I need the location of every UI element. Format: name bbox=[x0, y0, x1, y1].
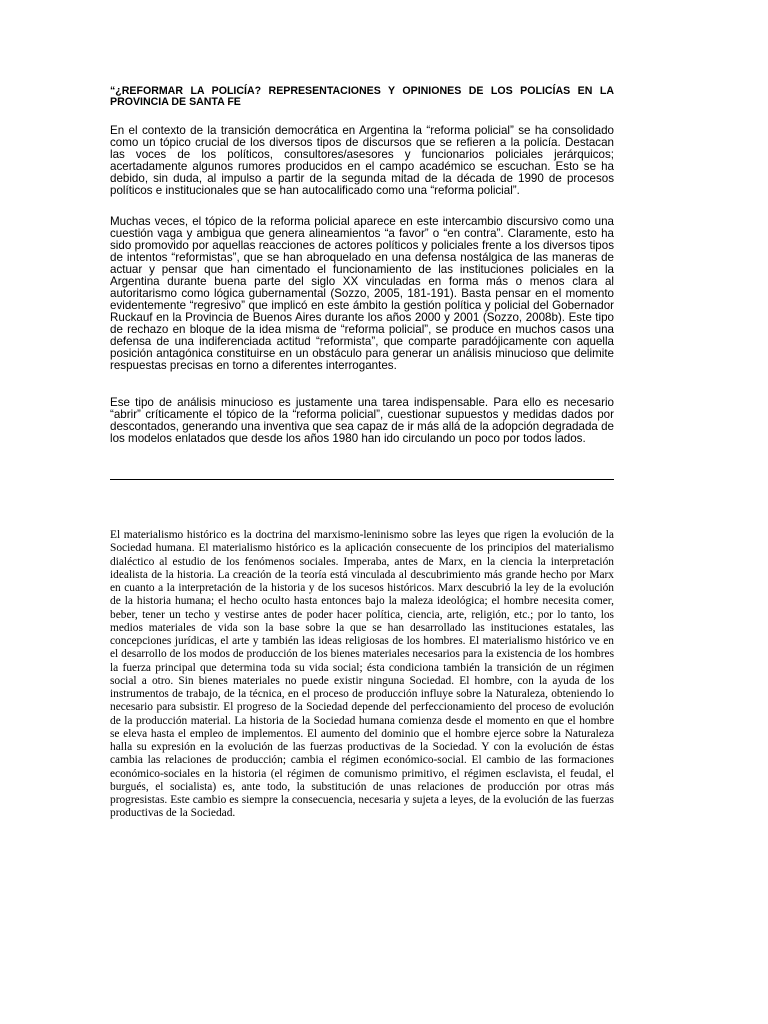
document-title: “¿REFORMAR LA POLICÍA? REPRESENTACIONES Y OPINIONES DE LOS POLICÍAS EN LA PROVINCIA DE SANTA FE bbox=[110, 85, 614, 108]
materialism-paragraph: El materialismo histórico es la doctrina del marxismo-leninismo sobre las leyes que rigen la evolución de la Sociedad humana. El materialismo histórico es la aplicación consecuente de los principios del materialismo dialéctico al estudio de los fenómenos sociales. Imperaba, antes de Marx, en la ciencia la interpretación idealista de la historia. La creación de la teoría está vinculada al descubrimiento más grande hecho por Marx en cuanto a la interpretación de la historia y de los sucesos históricos. Marx descubrió la ley de la evolución de la historia humana; el hecho oculto hasta entonces bajo la maleza ideológica; el hombre necesita comer, beber, tener un techo y vestirse antes de poder hacer política, ciencia, arte, religión, etc.; por lo tanto, los medios materiales de vida son la base sobre la que se han desarrollado las instituciones estatales, las concepciones jurídicas, el arte y también las ideas religiosas de los hombres. El materialismo histórico ve en el desarrollo de los modos de producción de los bienes materiales necesarios para la existencia de los hombres la fuerza principal que determina toda su vida social; ésta condiciona también la transición de un régimen social a otro. Sin bienes materiales no puede existir ninguna Sociedad. El hombre, con la ayuda de los instrumentos de trabajo, de la técnica, en el proceso de producción influye sobre la Naturaleza, obteniendo lo necesario para subsistir. El progreso de la Sociedad depende del perfeccionamiento del proceso de evolución de la producción material. La historia de la Sociedad humana comienza desde el momento en que el hombre se eleva hasta el empleo de implementos. El aumento del dominio que el hombre ejerce sobre la Naturaleza halla su expresión en la evolución de las fuerzas productivas de la Sociedad. Y con la evolución de éstas cambia las relaciones de producción; cambia el régimen económico-social. El cambio de las formaciones económico-sociales en la historia (el régimen de comunismo primitivo, el régimen esclavista, el feudal, el burgués, el socialista) es, ante todo, la substitución de unas relaciones de producción por otras más progresistas. Este cambio es siempre la consecuencia, necesaria y sujeta a leyes, de la evolución de las fuerzas productivas de la Sociedad. bbox=[110, 529, 614, 820]
paragraph-2: Muchas veces, el tópico de la reforma policial aparece en este intercambio discursivo como una cuestión vaga y ambigua que genera alineamientos “a favor” o “en contra”. Claramente, esto ha sido promovido por aquellas reacciones de actores políticos y policiales frente a los diversos tipos de intentos “reformistas”, que se han abroquelado en una defensa nostálgica de las maneras de actuar y pensar que han cimentado el funcionamiento de las instituciones policiales en la Argentina durante buena parte del siglo XX vinculadas en forma más o menos clara al autoritarismo como lógica gubernamental (Sozzo, 2005, 181-191). Basta pensar en el momento evidentemente “regresivo” que implicó en este ámbito la gestión política y policial del Gobernador Ruckauf en la Provincia de Buenos Aires durante los años 2000 y 2001 (Sozzo, 2008b). Este tipo de rechazo en bloque de la idea misma de “reforma policial”, se produce en muchos casos una defensa de una indiferenciada actitud “reformista”, que comparte paradójicamente con aquella posición antagónica constituirse en un obstáculo para generar un análisis minucioso que delimite respuestas precisas en torno a diferentes interrogantes. bbox=[110, 215, 614, 372]
section-divider bbox=[110, 479, 614, 480]
paragraph-1: En el contexto de la transición democrática en Argentina la “reforma policial” se ha consolidado como un tópico crucial de los diversos tipos de discursos que se refieren a la policía. Destacan las voces de los políticos, consultores/asesores y funcionarios policiales jerárquicos; acertadamente algunos rumores producidos en el campo académico se escuchan. Esto se ha debido, sin duda, al impulso a partir de la segunda mitad de la década de 1990 de procesos políticos e institucionales que se han autocalificado como una “reforma policial”. bbox=[110, 124, 614, 197]
paragraph-3: Ese tipo de análisis minucioso es justamente una tarea indispensable. Para ello es necesario “abrir” críticamente el tópico de la “reforma policial”, cuestionar supuestos y medidas dados por descontados, generando una inventiva que sea capaz de ir más allá de la adopción degradada de los modelos enlatados que desde los años 1980 han ido circulando un poco por todos lados. bbox=[110, 396, 614, 445]
